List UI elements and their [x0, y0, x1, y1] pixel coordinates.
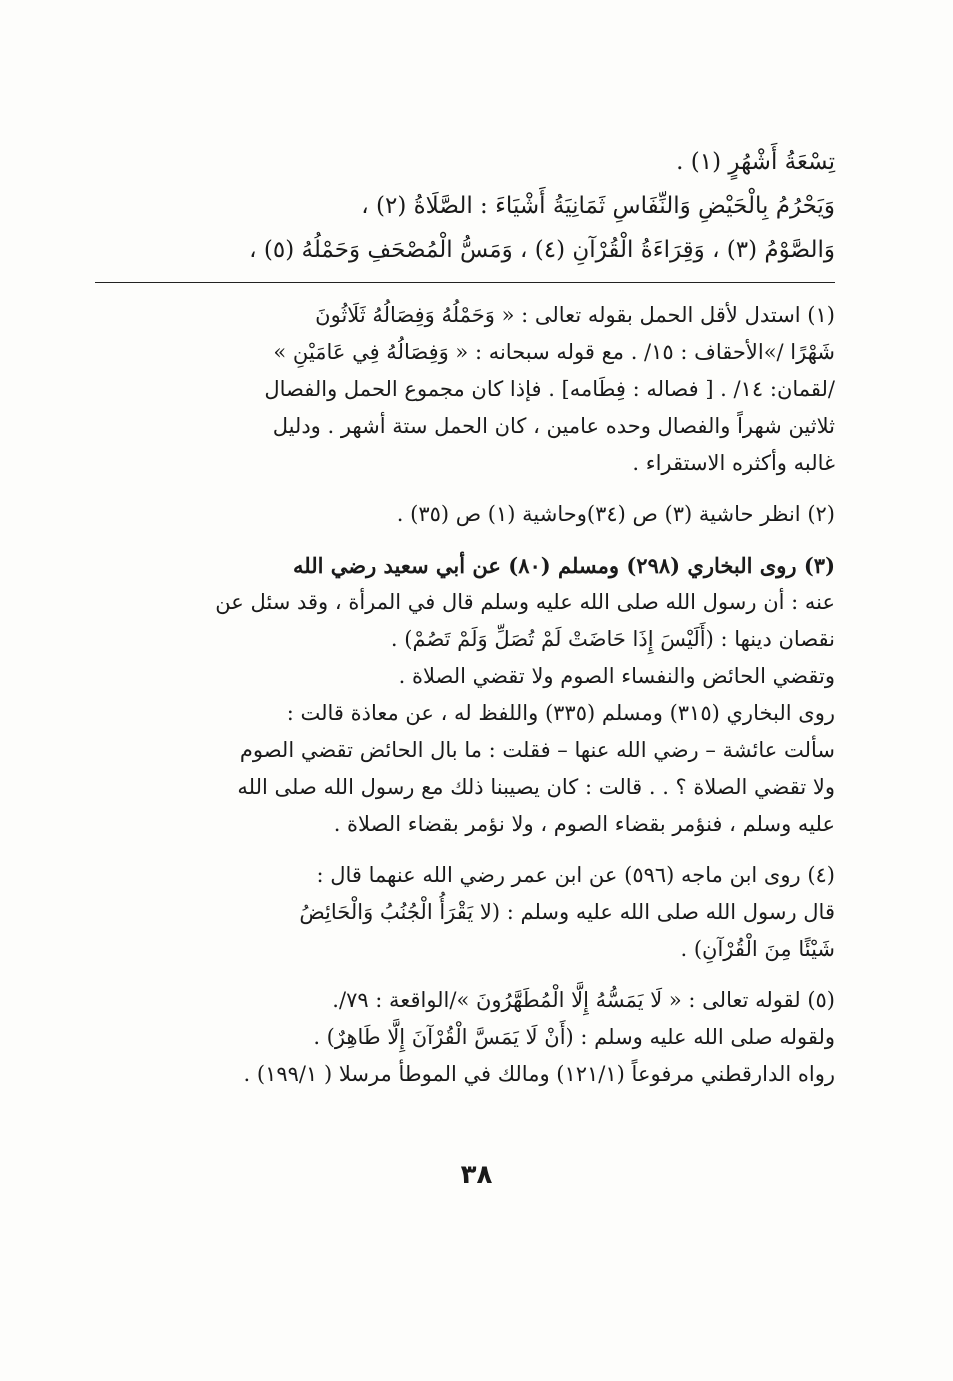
- footnote-4-line: (٤) روى ابن ماجه (٥٩٦) عن ابن عمر رضي الله عنهما قال :: [316, 863, 835, 887]
- footnote-separator: [95, 282, 835, 283]
- footnote-1-line: /لقمان: ١٤/ . [ فصاله : فِطَامه] . فإذا كان مجموع الحمل والفصال: [264, 377, 835, 401]
- footnote-3-line: ولا تقضي الصلاة ؟ . . قالت : كان يصيبنا ذلك مع رسول الله صلى الله: [237, 775, 835, 799]
- main-line-2: وَيَحْرُمُ بِالْحَيْضِ وَالنِّفَاسِ ثَمَانِيَةُ أَشْيَاءَ : الصَّلَاةُ (٢) ،: [361, 193, 835, 219]
- book-page: [95, 140, 835, 1107]
- footnote-4-line: شَيْئًا مِنَ الْقُرْآنِ) .: [680, 937, 835, 961]
- footnote-1-line: (١) استدل لأقل الحمل بقوله تعالى : « وَحَمْلُهُ وَفِصَالُهُ ثَلَاثُونَ: [315, 303, 835, 327]
- footnote-5-line: رواه الدارقطني مرفوعاً (١٢١/١) ومالك في الموطأ مرسلا ( ١٩٩/١) .: [243, 1062, 835, 1086]
- main-line-1: تِسْعَةُ أَشْهُرٍ (١) .: [676, 149, 835, 175]
- footnote-4: [95, 857, 835, 968]
- footnote-3-line: وتقضي الحائض والنفساء الصوم ولا تقضي الصلاة .: [398, 664, 835, 688]
- main-text: [95, 140, 835, 272]
- footnote-5: [95, 982, 835, 1093]
- footnote-1: [95, 297, 835, 482]
- footnote-2: [95, 496, 835, 533]
- footnote-1-line: ثلاثين شهراً والفصال وحده عامين ، كان الحمل ستة أشهر . ودليل: [272, 414, 835, 438]
- footnote-3-line: سألت عائشة – رضي الله عنها – فقلت : ما بال الحائض تقضي الصوم: [239, 738, 835, 762]
- footnote-1-line: غالبه وأكثره الاستقراء .: [632, 451, 835, 475]
- footnote-3: [95, 547, 835, 843]
- page-number: ٣٨: [460, 1160, 493, 1190]
- main-line-3: وَالصَّوْمُ (٣) ، وَقِرَاءَةُ الْقُرْآنِ (٤) ، وَمَسُّ الْمُصْحَفِ وَحَمْلُهُ (٥) ،: [249, 237, 835, 263]
- footnote-3-line: نقصان دينها : (أَلَيْسَ إِذَا حَاضَتْ لَمْ تُصَلِّ وَلَمْ تَصُمْ) .: [390, 627, 835, 651]
- footnote-5-line: (٥) لقوله تعالى : « لَا يَمَسُّهُ إِلَّا الْمُطَهَّرُونَ »/الواقعة : ٧٩/.: [332, 988, 835, 1012]
- footnote-3-line: (٣) روى البخاري (٢٩٨) ومسلم (٨٠) عن أبي سعيد رضي الله: [292, 553, 835, 578]
- footnote-2-line: (٢) انظر حاشية (٣) ص (٣٤)وحاشية (١) ص (٣٥) .: [396, 502, 835, 526]
- footnote-3-line: روى البخاري (٣١٥) ومسلم (٣٣٥) واللفظ له ، عن معاذة قالت :: [286, 701, 835, 725]
- footnote-4-line: قال رسول الله صلى الله عليه وسلم : (لا يَقْرَأُ الْجُنُبُ وَالْحَائِضُ: [299, 900, 835, 924]
- footnote-5-line: ولقوله صلى الله عليه وسلم : (أَنْ لَا يَمَسَّ الْقُرْآنَ إِلَّا طَاهِرٌ) .: [313, 1025, 835, 1049]
- footnote-3-line: عنه : أن رسول الله صلى الله عليه وسلم قال في المرأة ، وقد سئل عن: [215, 590, 835, 614]
- footnote-3-line: عليه وسلم ، فنؤمر بقضاء الصوم ، ولا نؤمر بقضاء الصلاة .: [333, 812, 835, 836]
- footnote-1-line: شَهْرًا /»الأحقاف : ١٥/ . مع قوله سبحانه : « وَفِصَالُهُ فِي عَامَيْنِ »: [273, 340, 835, 364]
